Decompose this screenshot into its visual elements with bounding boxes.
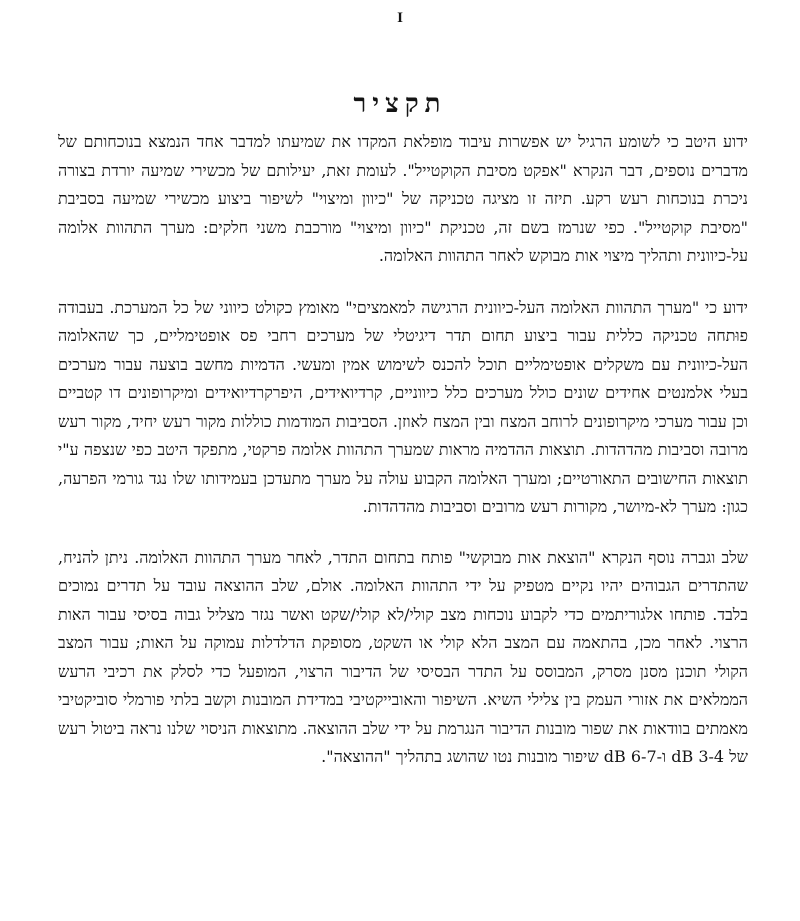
abstract-paragraph: ידוע כי "מערך התהוות האלומה העל-כיוונית הרגישה למאמציםי" מאומץ כקולט כיווני של כל המערכת. בעבודה פוּתחה טכניקה כללית עבור ביצוע תחום תדר דיגיטלי של מערכים רחבי פס אופטימליים, כך שהאלומה העל-כיוונית עם משקלים אופטימליים תוכל להכנס לשימוש אמין ומעשי. הדמיות מחשב בוצעה עבור מערכים בעלי אלמנטים אחידים שונים כולל מערכים כלל כיווניים, קרדיואידים, היפרקרדיואידים ומיקרופונים דו קטביים וכן עבור מערכי מיקרופונים לרוחב המצח ובין המצח לאוזן. הסביבות המודמות כוללות מקור רעש יחיד, מקור רעש מרובה וסביבות מהדהדות. תוצאות ההדמיה מראות שמערך התהוות אלומה פרקטי, מתפקד היטב כפי שנצפה ע"י תוצאות החישובים התאורטיים; ומערך האלומה הקבוע עולה על מערך מתעדכן בעמידותו שלו נגד גורמי הפרעה, כגון: מערך לא-מיושר, מקורות רעש מרובים וסביבות מהדהדות. <box>58 297 748 516</box>
abstract-body <box>58 128 748 772</box>
abstract-paragraph: שלב וגברה נוסף הנקרא "הוצאת אות מבוקשי" פותח בתחום התדר, לאחר מערך התהוות האלומה. ניתן להניח, שהתדרים הגבוהים יהיו נקיים מטפיק על ידי התהוות האלומה. אולם, שלב ההוצאה עובד על תדרים נמוכים בלבד. פותחו אלגוריתמים כדי לקבוע נוכחות מצב קולי/לא קולי/שקט ואשר נגזר מצליל גבוה בסיסי עבור האות הרצוי. לאחר מכן, בהתאמה עם המצב הלא קולי או השקט, מסופקת הדלדלות עמוקה על האות; עבור המצב הקולי תוכנן מסנן מסרק, המבוסס על התדר הבסיסי של הדיבור הרצוי, המופעל כדי לסלק את רכיבי הרעש הממלאים את אזורי העמק בין צלילי השיא. השיפור והאובייקטיבי במדידת המובנות וקשב בלתי פורמלי סוביקטיבי מאמתים בוודאות את שפור מובנות הדיבור הנגרמת על ידי שלב ההוצאה. מתוצאות הניסוי שלנו נראה ביטול רעש של 3-4 dB ו-6-7 dB שיפור מובנות נטו שהושג בתהליך "ההוצאה". <box>58 547 748 766</box>
page-number: I <box>397 10 403 26</box>
page-title: תקציר <box>353 89 447 120</box>
abstract-paragraph: ידוע היטב כי לשומע הרגיל יש אפשרות עיבוד מופלאת המקדו את שמיעתו למדבר אחד הנמצא בנוכחותם של מדברים נוספים, דבר הנקרא "אפקט מסיבת הקוקטייל". לעומת זאת, יעילותם של מכשירי שמיעה יורדת בצורה ניכרת בנוכחות רעש רקע. תיזה זו מציגה טכניקה של "כיוון ומיצוי" לשיפור ביצוע מכשירי שמיעה בסביבת "מסיבת קוקטייל". כפי שנרמז בשם זה, טכניקת "כיוון ומיצוי" מורכבת משני חלקים: מערך התהוות אלומה על-כיוונית ותהליך מיצוי אות מבוקש לאחר התהוות האלומה. <box>58 132 748 265</box>
